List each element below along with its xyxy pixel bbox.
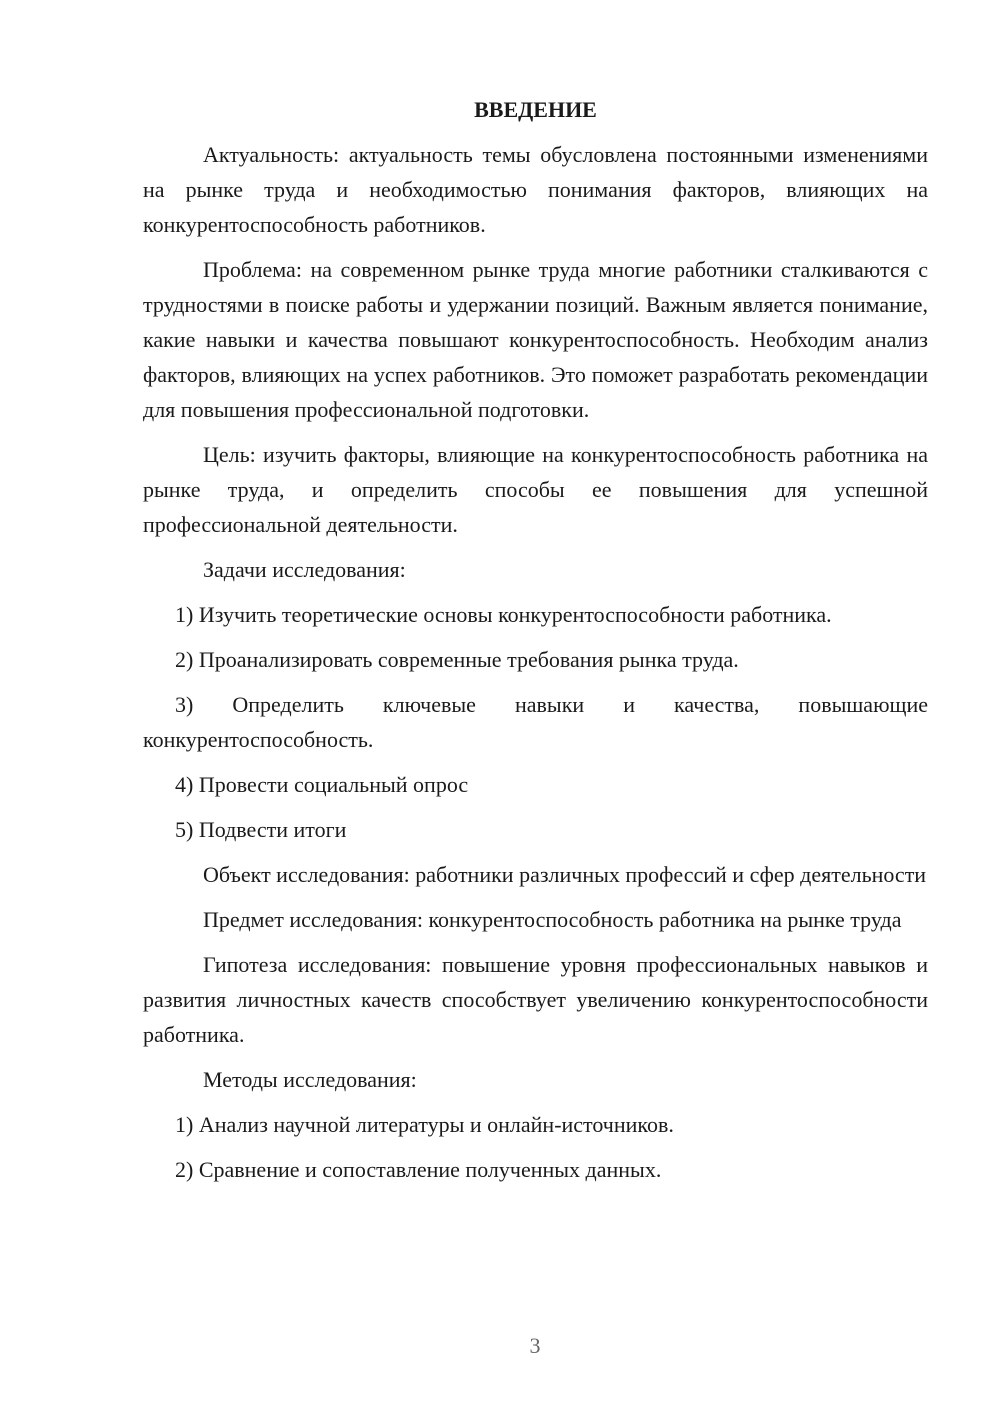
goal-paragraph: Цель: изучить факторы, влияющие на конкурентоспособность работника на рынке труда, и определить способы ее повышения для успешной профессиональной деятельности. <box>143 442 928 537</box>
task-item-5: 5) Подвести итоги <box>175 817 347 842</box>
subject-paragraph: Предмет исследования: конкурентоспособность работника на рынке труда <box>203 907 902 932</box>
task-item-2: 2) Проанализировать современные требования рынка труда. <box>175 647 739 672</box>
task-item-3: 3) Определить ключевые навыки и качества, повышающие конкурентоспособность. <box>143 692 928 752</box>
document-page <box>143 95 928 1197</box>
task-item-4: 4) Провести социальный опрос <box>175 772 469 797</box>
relevance-paragraph: Актуальность: актуальность темы обусловлена постоянными изменениями на рынке труда и необходимостью понимания факторов, влияющих на конкурентоспособность работников. <box>143 142 928 237</box>
problem-paragraph: Проблема: на современном рынке труда многие работники сталкиваются с трудностями в поиске работы и удержании позиций. Важным является понимание, какие навыки и качества повышают конкурентоспособность. Необходим анализ факторов, влияющих на успех работников. Это поможет разработать рекомендации для повышения профессиональной подготовки. <box>143 257 928 422</box>
page-number: 3 <box>529 1333 541 1358</box>
page-title: ВВЕДЕНИЕ <box>474 97 597 122</box>
object-paragraph: Объект исследования: работники различных профессий и сфер деятельности <box>203 862 927 887</box>
hypothesis-paragraph: Гипотеза исследования: повышение уровня профессиональных навыков и развития личностных качеств способствует увеличению конкурентоспособности работника. <box>143 952 928 1047</box>
method-item-2: 2) Сравнение и сопоставление полученных данных. <box>175 1157 662 1182</box>
task-item-1: 1) Изучить теоретические основы конкурентоспособности работника. <box>175 602 832 627</box>
method-item-1: 1) Анализ научной литературы и онлайн-источников. <box>175 1112 674 1137</box>
methods-heading: Методы исследования: <box>203 1067 417 1092</box>
tasks-heading: Задачи исследования: <box>203 557 406 582</box>
